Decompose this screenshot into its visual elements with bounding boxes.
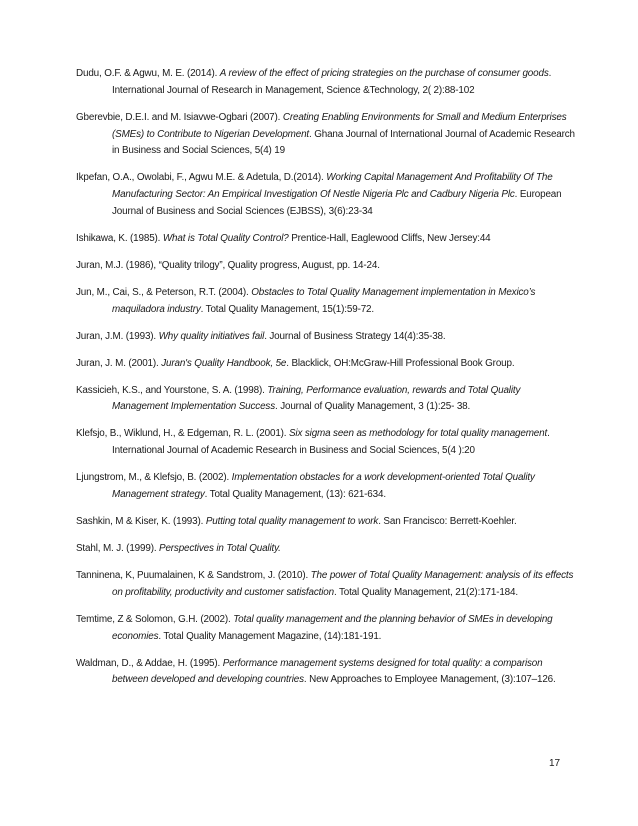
reference-source: . Total Quality Management Magazine, (14):181-191.: [158, 630, 382, 642]
reference-list: [76, 66, 576, 699]
reference-authors: Stahl, M. J. (1999).: [76, 542, 160, 554]
reference-source: . International Journal of Academic Research in Business and Social Sciences, 5(4 ):20: [112, 428, 550, 457]
reference-authors: Tanninena, K, Puumalainen, K & Sandstrom, J. (2010).: [76, 569, 311, 581]
reference-title: Juran's Quality Handbook, 5e: [161, 357, 287, 369]
reference-title: Obstacles to Total Quality Management implementation in Mexico’s maquiladora industry: [112, 286, 536, 315]
reference-title: What is Total Quality Control?: [162, 232, 289, 244]
reference-entry: [76, 470, 576, 504]
reference-source: . Journal of Business Strategy 14(4):35-38.: [264, 330, 446, 342]
reference-title: Implementation obstacles for a work development-oriented Total Quality Management strategy: [112, 472, 535, 501]
reference-entry: [76, 514, 576, 531]
reference-source: . Journal of Quality Management, 3 (1):25- 38.: [275, 401, 471, 413]
reference-entry: [76, 656, 576, 690]
reference-entry: [76, 568, 576, 602]
reference-title: Why quality initiatives fail: [158, 330, 265, 342]
reference-authors: Ikpefan, O.A., Owolabi, F., Agwu M.E. & Adetula, D.(2014).: [76, 172, 327, 184]
reference-authors: Juran, M.J. (1986), “Quality trilogy”, Quality progress, August, pp. 14-24.: [76, 259, 380, 271]
reference-title: Performance management systems designed for total quality: a comparison between developed and developing countries: [112, 657, 543, 686]
reference-source: . International Journal of Research in Management, Science &Technology, 2( 2):88-102: [112, 68, 552, 96]
reference-authors: Gberevbie, D.E.I. and M. Isiavwe-Ogbari (2007).: [76, 111, 283, 123]
reference-authors: Jun, M., Cai, S., & Peterson, R.T. (2004).: [76, 286, 252, 298]
reference-authors: Dudu, O.F. & Agwu, M. E. (2014).: [76, 68, 220, 79]
reference-entry: [76, 329, 576, 346]
reference-source: . New Approaches to Employee Management, (3):107–126.: [303, 674, 556, 686]
reference-source: . Total Quality Management, 21(2):171-184.: [333, 586, 518, 598]
reference-entry: [76, 541, 576, 558]
reference-authors: Kassicieh, K.S., and Yourstone, S. A. (1998).: [76, 384, 268, 396]
reference-title: A review of the effect of pricing strategies on the purchase of consumer goods: [219, 68, 549, 79]
reference-authors: Juran, J.M. (1993).: [76, 330, 159, 342]
reference-title: Total quality management and the planning behavior of SMEs in developing economies: [112, 613, 553, 642]
reference-entry: [76, 356, 576, 373]
reference-entry: [76, 612, 576, 646]
reference-authors: Ishikawa, K. (1985).: [76, 232, 163, 244]
reference-source: Prentice-Hall, Eaglewood Cliffs, New Jersey:44: [288, 232, 491, 244]
reference-title: Six sigma seen as methodology for total quality management: [289, 428, 548, 440]
reference-title: The power of Total Quality Management: analysis of its effects on profitability, productivity and customer satisfaction: [112, 569, 574, 598]
reference-entry: [76, 110, 576, 160]
reference-source: . European Journal of Business and Social Sciences (EJBSS), 3(6):23-34: [112, 189, 562, 217]
reference-source: . Total Quality Management, 15(1):59-72.: [200, 303, 374, 315]
reference-source: . Total Quality Management, (13): 621-634.: [204, 489, 386, 501]
reference-authors: Temtime, Z & Solomon, G.H. (2002).: [76, 613, 234, 625]
reference-authors: Waldman, D., & Addae, H. (1995).: [76, 657, 223, 669]
reference-title: Creating Enabling Environments for Small and Medium Enterprises (SMEs) to Contribute to Nigerian Development: [112, 111, 567, 140]
reference-authors: Sashkin, M & Kiser, K. (1993).: [76, 516, 206, 527]
reference-entry: [76, 66, 576, 100]
reference-authors: Juran, J. M. (2001).: [76, 357, 162, 369]
reference-entry: [76, 231, 576, 248]
reference-entry: [76, 426, 576, 460]
reference-entry: [76, 383, 576, 417]
reference-source: . Blacklick, OH:McGraw-Hill Professional Book Group.: [286, 357, 515, 369]
reference-authors: Klefsjo, B., Wiklund, H., & Edgeman, R. L. (2001).: [76, 428, 289, 440]
reference-title: Putting total quality management to work: [205, 516, 379, 527]
reference-title: Perspectives in Total Quality.: [159, 542, 281, 554]
reference-source: . Ghana Journal of International Journal of Academic Research in Business and Social Sciences, 5(4) 19: [112, 128, 575, 157]
reference-entry: [76, 285, 576, 319]
reference-source: . San Francisco: Berrett-Koehler.: [378, 516, 517, 527]
reference-entry: [76, 258, 576, 275]
page-number: 17: [549, 758, 561, 769]
reference-title: Training, Performance evaluation, rewards and Total Quality Management Implementation Success: [112, 384, 521, 413]
reference-entry: [76, 170, 576, 220]
reference-authors: Ljungstrom, M., & Klefsjo, B. (2002).: [76, 472, 232, 484]
reference-title: Working Capital Management And Profitability Of The Manufacturing Sector: An Empirical Investigation Of Nestle Nigeria Plc and Cadbury Nigeria Plc: [112, 172, 553, 201]
